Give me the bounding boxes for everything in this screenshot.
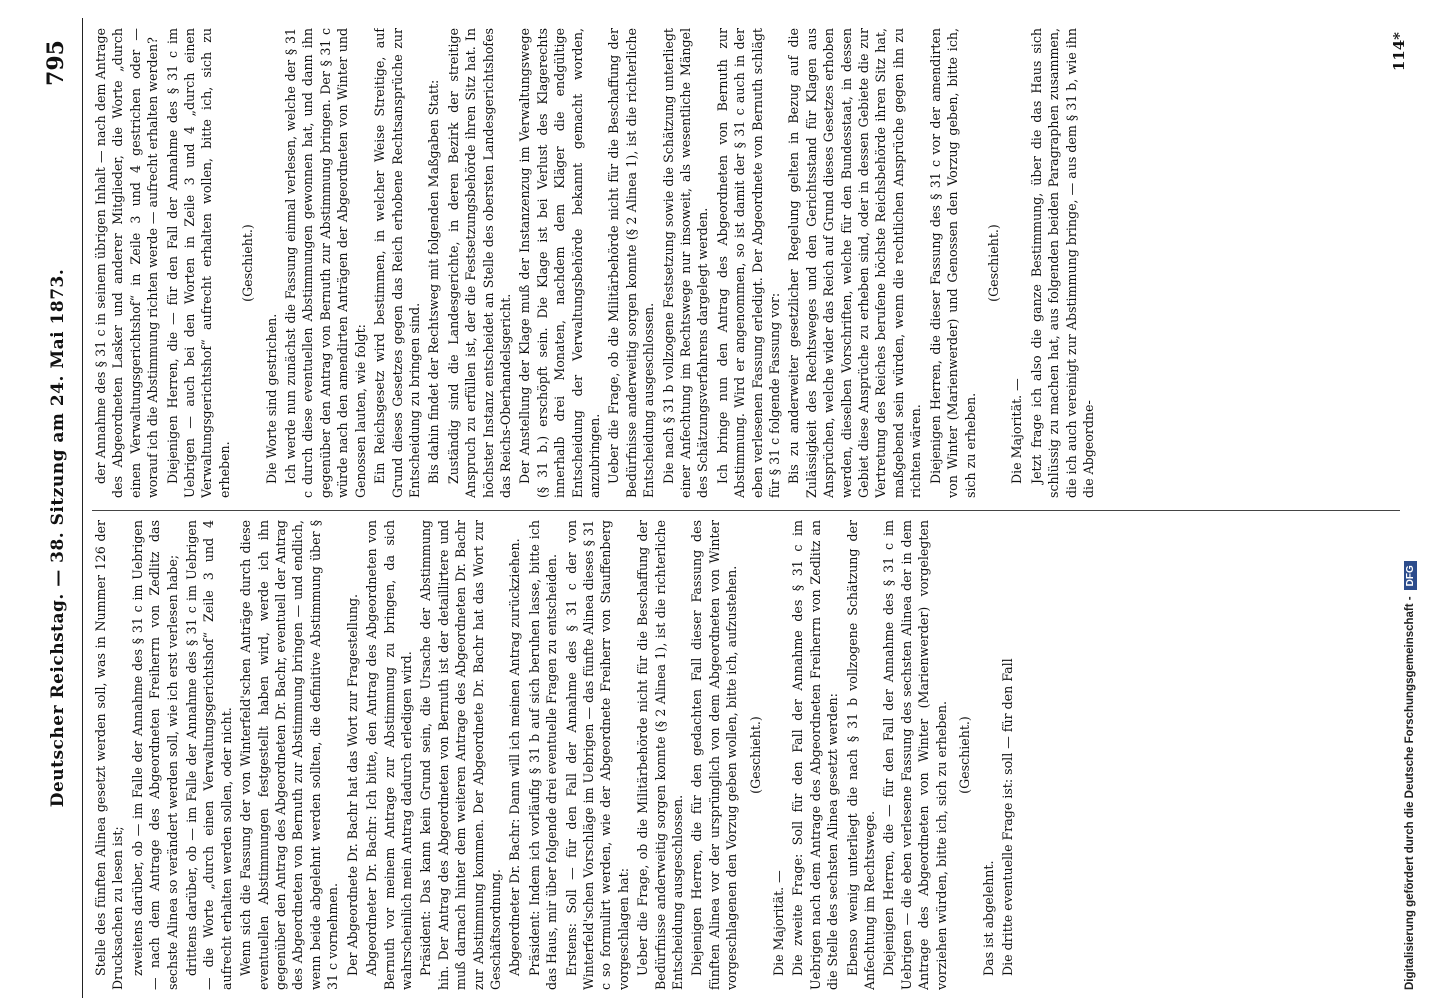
paragraph: Abgeordneter Dr. Bachr: Dann will ich meinen Antrag zurückziehen. bbox=[507, 538, 523, 976]
watermark-text: Digitalisierung gefördert durch die Deutsche Forschungsgemeinschaft - bbox=[1404, 596, 1416, 990]
signature-mark: 114* bbox=[1389, 32, 1408, 72]
paragraph: Die Majorität. — bbox=[771, 870, 787, 976]
page-header bbox=[42, 18, 78, 998]
paragraph: Ich werde nun zunächst die Fassung einmal verlesen, welche der § 31 c durch diese eventuellen Abstimmungen gewonnen hat, und dann ihn gegenüber den Antrag von Bernuth zur Abstimmung bringen. Der § 31 c würde nach den amendirten Anträgen der Abgeordneten von Winter und Genossen lauten, wie folgt: bbox=[283, 28, 368, 498]
page-number: 795 bbox=[43, 40, 69, 86]
paragraph: Der Abgeordnete Dr. Bachr hat das Wort zur Fragestellung. bbox=[344, 593, 360, 976]
paragraph: Erstens: Soll — für den Fall der Annahme des § 31 c der von Winterfeld'schen Vorschläge im Uebrigen — das fünfte Alinea dieses § 31 c so formulirt werden, wie der Abgeordnete Freiherr von Stauffenberg vorgeschlagen hat: bbox=[563, 520, 631, 990]
paragraph: Die dritte eventuelle Frage ist: soll — für den Fall bbox=[999, 658, 1015, 976]
dfg-logo: DFG bbox=[1404, 561, 1417, 590]
paragraph: Die Worte sind gestrichen. bbox=[263, 313, 279, 484]
paragraph: Diejenigen Herren, die dieser Fassung des § 31 c vor der amendirten von Winter (Marienwerder) und Genossen den Vorzug geben, bitte ich, sich zu erheben. bbox=[927, 28, 978, 498]
paragraph: Stelle des fünften Alinea gesetzt werden soll, was in Nummer 126 der Drucksachen zu lesen ist; bbox=[93, 520, 126, 990]
paragraph: der Annahme des § 31 c in seinem übrigen Inhalt — nach dem Antrage des Abgeordneten Lasker und anderer Mitglieder, die Worte „durch einen Verwaltungsgerichtshof“ in Zeile 3 und 4 gestrichen oder — worauf ich die Abstimmung richten werde — aufrecht erhalten werden? bbox=[93, 28, 161, 498]
rotated-page bbox=[20, 18, 1410, 998]
stage-direction: (Geschieht.) bbox=[985, 224, 1001, 302]
paragraph: Diejenigen Herren, die — für den Fall der Annahme des § 31 c im Uebrigen — auch bei den Worten in Zeile 3 und 4 „durch einen Verwaltungsgerichtshof“ aufrecht erhalten wollen, bitte ich, sich zu erheben. bbox=[164, 28, 232, 498]
paragraph: Die nach § 31 b vollzogene Festsetzung sowie die Schätzung unterliegt einer Anfechtung im Rechtswege nur insoweit, als wesentliche Mängel des Schätzungsverfahrens dargelegt werden. bbox=[660, 28, 711, 498]
running-title: Deutscher Reichstag. — 38. Sitzung am 24. Mai 1873. bbox=[48, 268, 68, 808]
header-rule bbox=[82, 18, 83, 998]
paragraph: Bis zu anderweiter gesetzlicher Regelung gelten in Bezug auf die Zulässigkeit des Rechtsweges und den Gerichtsstand für Klagen aus Ansprüchen, welche wider das Reich auf Grund dieses Gesetzes erhoben werden, dieselben Vorschriften, welche für den Bundesstaat, in dessen Gebiet diese Ansprüche zu erheben sind, oder in dessen Gebiete die zur Vertretung des Reiches berufene höchste Reichsbehörde ihren Sitz hat, maßgebend sein würden, wenn die rechtlichen Ansprüche gegen ihn zu richten wären. bbox=[786, 28, 924, 498]
paragraph: Ueber die Frage, ob die Militärbehörde nicht für die Beschaffung der Bedürfnisse anderweitig sorgen konnte (§ 2 Alinea 1), ist die richterliche Entscheidung ausgeschlossen. bbox=[606, 28, 657, 498]
paragraph: Ein Reichsgesetz wird bestimmen, in welcher Weise Streitige, auf Grund dieses Gesetzes gegen das Reich erhobene Rechtsansprüche zur Entscheidung zu bringen sind. bbox=[372, 28, 422, 498]
paragraph: Präsident: Indem ich vorläufig § 31 b auf sich beruhen lasse, bitte ich das Haus, mir über folgende drei eventuelle Fragen zu entscheiden. bbox=[526, 520, 560, 990]
paragraph: Bis dahin findet der Rechtsweg mit folgenden Maßgaben Statt: bbox=[426, 79, 442, 484]
right-column bbox=[92, 28, 1400, 498]
paragraph: Präsident: Das kann kein Grund sein, die Ursache der Abstimmung hin. Der Antrag des Abgeordneten von Bernuth ist der detaillirtere und muß darnach hinter dem weiteren Antrage des Abgeordneten Dr. Bachr zur Abstimmung kommen. Der Abgeordnete Dr. Bachr hat das Wort zur Geschäftsordnung. bbox=[418, 520, 503, 990]
paragraph: Ueber die Frage, ob die Militärbehörde nicht für die Beschaffung der Bedürfnisse anderweitig sorgen konnte (§ 2 Alinea 1), ist die richterliche Entscheidung ausgeschlossen. bbox=[635, 520, 685, 990]
paragraph: Die Majorität. — bbox=[1009, 378, 1025, 484]
paragraph: Der Anstellung der Klage muß der Instanzenzug im Verwaltungswege (§ 31 b.) erschöpft sein. Die Klage ist bei Verlust des Klagerechts innerhalb drei Monaten, nachdem dem Kläger die endgültige Entscheidung der Verwaltungsbehörde bekannt gemacht worden, anzubringen. bbox=[517, 28, 602, 498]
stage-direction: (Geschieht.) bbox=[957, 716, 973, 794]
paragraph: Diejenigen Herren, die — für den Fall der Annahme des § 31 c im Uebrigen — die eben verlesene Fassung des sechsten Alinea der in dem Antrage des Abgeordneten von Winter (Marienwerder) vorgelegten vorziehen würden, bitte ich, sich zu erheben. bbox=[881, 520, 949, 990]
column-divider bbox=[92, 510, 1400, 511]
paragraph: Das ist abgelehnt. bbox=[980, 860, 996, 976]
paragraph: zweitens darüber, ob — im Falle der Annahme des § 31 c im Uebrigen — nach dem Antrage des Abgeordneten Freiherrn von Zedlitz das sechste Alinea so verändert werden soll, wie ich erst verlesen habe; bbox=[129, 520, 180, 990]
paragraph: Ich bringe nun den Antrag des Abgeordneten von Bernuth zur Abstimmung. Wird er angenommen, so ist damit der § 31 c auch in der eben verlesenen Fassung erledigt. Der Abgeordnete von Bernuth schlägt für § 31 c folgende Fassung vor: bbox=[714, 28, 783, 498]
paragraph: Jetzt frage ich also die ganze Bestimmung, über die das Haus sich schlüssig zu machen hat, aus folgenden beiden Paragraphen zusammen, die ich auch vereinigt zur Abstimmung bringe, — aus dem § 31 b, wie ihn die Abgeordne- bbox=[1028, 28, 1096, 498]
paragraph: Diejenigen Herren, die für den gedachten Fall dieser Fassung des fünften Alinea vor der ursprünglich von dem Abgeordneten von Winter vorgeschlagenen den Vorzug geben wollen, bitte ich, aufzustehen. bbox=[689, 520, 740, 990]
paragraph: Ebenso wenig unterliegt die nach § 31 b vollzogene Schätzung der Anfechtung im Rechtswege. bbox=[844, 520, 878, 990]
stage-direction: (Geschieht.) bbox=[747, 716, 763, 794]
paragraph: Die zweite Frage: Soll für den Fall der Annahme des § 31 c im Uebrigen nach dem Antrage des Abgeordneten Freiherrn von Zedlitz an die Stelle des sechsten Alinea gesetzt werden: bbox=[790, 520, 841, 990]
paragraph: Abgeordneter Dr. Bachr: Ich bitte, den Antrag des Abgeordneten von Bernuth vor meinem Antrage zur Abstimmung zu bringen, da sich wahrscheinlich mein Antrag dadurch erledigen wird. bbox=[364, 520, 414, 990]
paragraph: Wenn sich die Fassung der von Winterfeld'schen Anträge durch diese eventuellen Abstimmungen festgestellt haben wird, werde ich ihn gegenüber den Antrag des Abgeordneten Dr. Bachr, eventuell der Antrag des Abgeordneten von Bernuth zur Abstimmung bringen — und endlich, wenn beide abgelehnt werden sollten, die definitive Abstimmung über § 31 c vornehmen. bbox=[238, 520, 341, 990]
paragraph: Zuständig sind die Landesgerichte, in deren Bezirk der streitige Anspruch zu erfüllen ist, der die Festsetzungsbehörde ihren Sitz hat. In höchster Instanz entscheidet an Stelle des obersten Landesgerichtshofes das Reichs-Oberhandelsgericht. bbox=[445, 28, 513, 498]
left-column bbox=[92, 520, 1400, 990]
paragraph: drittens darüber, ob — im Falle der Annahme des § 31 c im Uebrigen — die Worte „durch einen Verwaltungsgerichtshof“ Zeile 3 und 4 aufrecht erhalten werden sollen, oder nicht. bbox=[184, 520, 234, 990]
dfg-watermark bbox=[1404, 10, 1428, 990]
stage-direction: (Geschieht.) bbox=[240, 224, 256, 302]
